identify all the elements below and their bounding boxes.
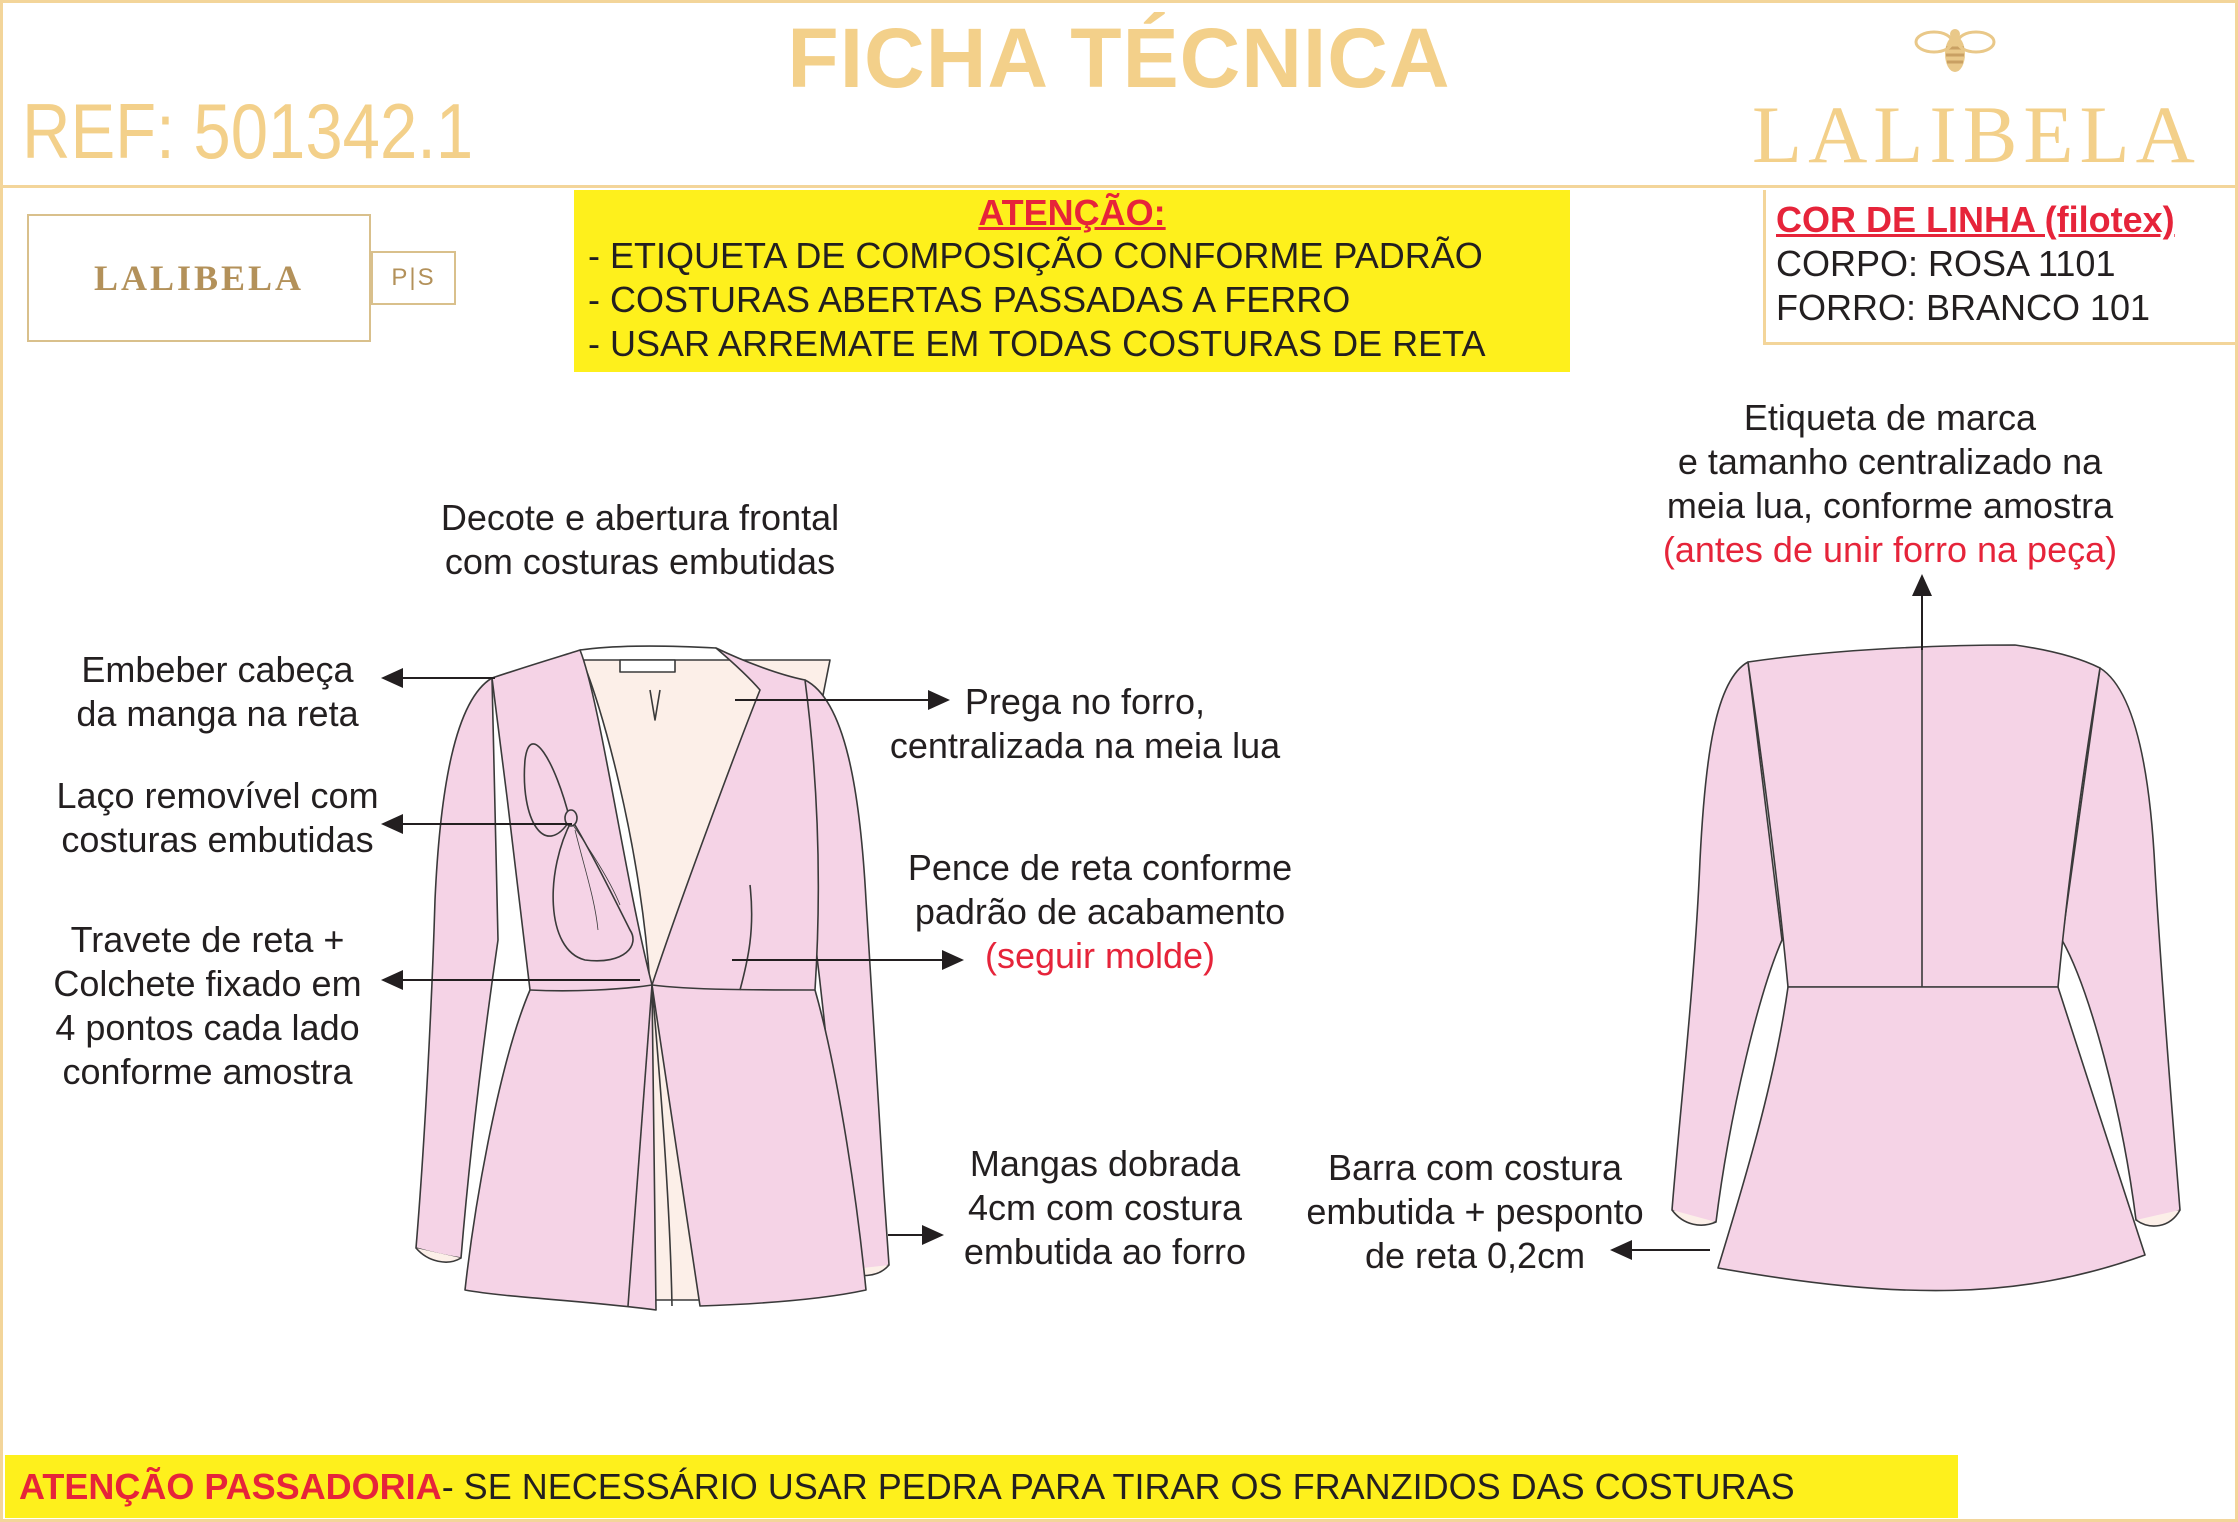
note-sleeve-head: Embeber cabeça da manga na reta <box>76 649 359 734</box>
note-bow: Laço removível com costuras embutidas <box>56 775 379 860</box>
back-view <box>1672 645 2180 1291</box>
back-peplum <box>1718 987 2145 1291</box>
footer-text: - SE NECESSÁRIO USAR PEDRA PARA TIRAR OS FRANZIDOS DAS COSTURAS <box>441 1465 1795 1507</box>
front-neck-label <box>620 660 675 672</box>
front-view <box>416 646 889 1310</box>
brand-logo: LALIBELA <box>1752 89 2201 180</box>
thread-color-title: COR DE LINHA (filotex) <box>1776 199 2175 240</box>
front-neckline <box>580 646 716 650</box>
note-sleeves: Mangas dobrada 4cm com costura embutida ao forro <box>963 1143 1247 1272</box>
note-dart: Pence de reta conforme padrão de acabamento (seguir molde) <box>907 847 1293 976</box>
reference-code: REF: 501342.1 <box>22 87 474 175</box>
note-hem: Barra com costura embutida + pesponto de reta 0,2cm <box>1306 1147 1644 1276</box>
note-bartack: Travete de reta + Colchete fixado em 4 pontos cada lado conforme amostra <box>53 919 362 1092</box>
footer-warning <box>5 1455 1958 1518</box>
note-pleat: Prega no forro, centralizada na meia lua <box>889 681 1281 766</box>
thread-body-color: CORPO: ROSA 1101 <box>1776 243 2116 284</box>
attention-title: ATENÇÃO: <box>978 192 1166 233</box>
size-label-sample: P|S <box>371 251 456 305</box>
back-bodice <box>1748 645 2100 987</box>
attention-item: - COSTURAS ABERTAS PASSADAS A FERRO <box>588 279 1351 320</box>
page-title: FICHA TÉCNICA <box>787 11 1451 105</box>
note-brand-label: Etiqueta de marca e tamanho centralizado na meia lua, conforme amostra (antes de unir forro na peça) <box>1662 397 2118 570</box>
brand-label-sample: LALIBELA <box>27 214 371 342</box>
attention-item: - ETIQUETA DE COMPOSIÇÃO CONFORME PADRÃO <box>588 235 1483 276</box>
thread-lining-color: FORRO: BRANCO 101 <box>1776 287 2151 328</box>
note-neckline: Decote e abertura frontal com costuras embutidas <box>440 497 840 582</box>
attention-item: - USAR ARREMATE EM TODAS COSTURAS DE RETA <box>588 323 1486 364</box>
footer-highlight: ATENÇÃO PASSADORIA <box>19 1465 442 1507</box>
